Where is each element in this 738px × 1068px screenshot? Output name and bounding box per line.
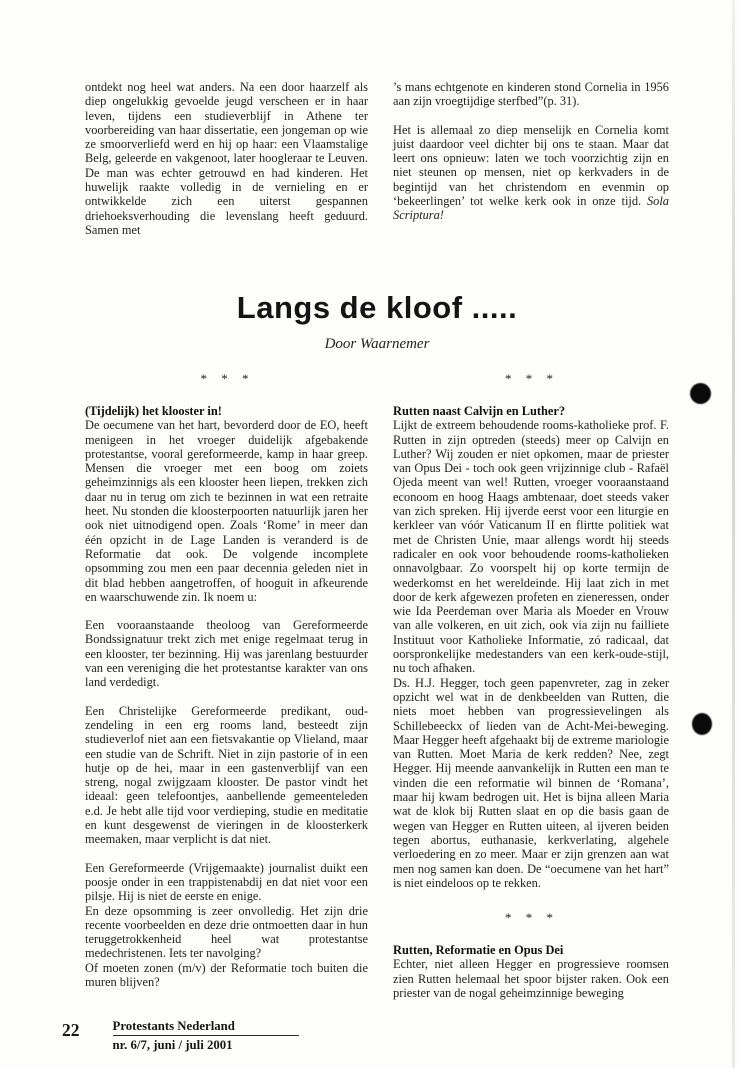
- page-number: 22: [62, 1020, 80, 1040]
- main-left-column: [85, 371, 368, 989]
- section-heading: Rutten, Reformatie en Opus Dei: [393, 943, 564, 958]
- section-heading: (Tijdelijk) het klooster in!: [85, 404, 222, 418]
- paragraph: Het is allemaal zo diep menselijk en Cornelia komt juist daardoor veel dichter bij ons te staan. Maar dat leert ons opnieuw: laten we toch voorzichtig zijn en niet steunen op mensen, niet op kerkvaders in de begintijd van het christendom en evenmin op ‘bekeerlingen’ tot welke kerk ook in onze tijd. Sola Scriptura!: [393, 122, 669, 223]
- section-separator: * * *: [505, 371, 557, 386]
- article-byline: Door Waarnemer: [324, 336, 430, 352]
- paragraph: Een vooraanstaande theoloog van Gereformeerde Bondssignatuur trekt zich met enige regelmaat terug in een klooster, ter bezinning. Hij was jarenlang bestuurder van een vereniging die het protestantse karakter van ons land verdedigt.: [85, 618, 368, 690]
- paragraph: ’s mans echtgenote en kinderen stond Cornelia in 1956 aan zijn vroegtijdige sterfbed”(p. 31).: [393, 80, 669, 109]
- registration-dot-top: [690, 383, 711, 404]
- issue-info: nr. 6/7, juni / juli 2001: [112, 1038, 233, 1052]
- registration-dot-bottom: [692, 713, 712, 735]
- paragraph: Echter, niet alleen Hegger en progressieve roomsen zien Rutten helemaal het spoor bijster raken. Ook een priester van de nogal geheimzinnige beweging: [393, 957, 669, 1000]
- page-footer: [62, 1019, 299, 1053]
- paragraph: En deze opsomming is zeer onvolledig. Het zijn drie recente voorbeelden en deze drie ontmoetten daar in hun teruggetrokkenheid heel wat protestantse medechristenen. Iets ter navolging?: [85, 903, 368, 961]
- scan-edge-shadow: [732, 0, 735, 1068]
- intro-right-column: [393, 80, 669, 223]
- section-separator: * * *: [200, 371, 253, 386]
- paragraph: De oecumene van het hart, bevorderd door de EO, heeft menigeen in het vroeger duidelijk afgebakende protestantse, vooral gereformeerde, kamp in haar greep. Mensen die vroeger met een boog om zoiets geheimzinnigs als een klooster heen liepen, trekken zich daar nu in terug om zich te bezinnen in wat een retraite heet. Nu stonden die kloosterpoorten natuurlijk jaren her ook niet uitnodigend open. Zoals ‘Rome’ in meer dan één opzicht in de Lage Landen is veranderd is de Reformatie dat ook. De volgende incomplete opsomming zou men een paar decennia geleden niet in dit blad hebben aangetroffen, of hooguit in afkeurende en waarschuwende zin. Ik noem u:: [85, 418, 368, 604]
- paragraph: Of moeten zonen (m/v) der Reformatie toch buiten die muren blijven?: [85, 960, 368, 989]
- paragraph: Een Gereformeerde (Vrijgemaakte) journalist duikt een poosje onder in een trappistenabdij en dat niet voor een pilsje. Hij is niet de eerste en enige.: [85, 860, 368, 904]
- paragraph: ontdekt nog heel wat anders. Na een door haarzelf als diep ongelukkig gevoelde jeugd verscheen er in haar leven, tijdens een studieverblijf in Athene ter voorbereiding van haar dissertatie, een jongeman op wie ze smoorverliefd werd en hij op haar: een Vlaamstalige Belg, geleerde en vakgenoot, later hoogleraar te Leuven. De man was echter getrouwd en had kinderen. Het huwelijk raakte volledig in de vernieling en er ontwikkelde zich een uiterst gespannen driehoeksverhouding die levenslang heeft geduurd. Samen met: [85, 80, 368, 237]
- paragraph: Ds. H.J. Hegger, toch geen papenvreter, zag in zeker opzicht wel wat in de denkbeelden van Rutten, die niets moet hebben van progressievelingen als Schillebeeckx of lieden van de Acht-Mei-beweging. Maar Hegger heeft afgehaakt bij de extreme mariologie van Rutten. Moet Maria de kerk redden? Nee, zegt Hegger. Hij meende aanvankelijk in Rutten een man te vinden die een reformatie wil binnen de ‘Romana’, maar hij kwam bedrogen uit. Het is bijna alleen Maria wat de klok bij Rutten slaat en op die basis gaan de wegen van Hegger en Rutten uiteen, al ijveren beiden tegen abortus, euthanasie, kerkverlating, algehele verloedering en zo meer. Maar er zijn grenzen aan wat men nog samen kan doen. De “oecumene van het hart” is niet eindeloos op te rekken.: [393, 675, 669, 890]
- section-separator: * * *: [505, 910, 557, 926]
- main-right-column: [393, 371, 669, 1000]
- section-heading: Rutten naast Calvijn en Luther?: [393, 404, 566, 418]
- intro-left-column: [85, 80, 368, 237]
- publication-name: Protestants Nederland: [113, 1019, 299, 1036]
- publication-block: [113, 1019, 299, 1053]
- article-title: Langs de kloof .....: [236, 290, 518, 325]
- paragraph: Een Christelijke Gereformeerde predikant, oud-zendeling in een erg rooms land, besteedt zijn studieverlof niet aan een fietsvakantie op Vlieland, maar een studie van de Schrift. Niet in zijn pastorie of in een hutje op de hei, maar in een gastenverblijf van een streng, nogal zwijgzaam klooster. De pastor vindt het ideaal: geen telefoontjes, aanbellende gemeenteleden e.d. Je hebt alle tijd voor verdieping, studie en meditatie en kunt desgewenst de vieringen in de kloosterkerk meemaken, maar verplicht is dat niet.: [85, 703, 368, 847]
- paragraph: Lijkt de extreem behoudende rooms-katholieke prof. F. Rutten in zijn optreden (steeds) meer op Calvijn en Luther? Wij zouden er niet opkomen, maar de priester van Opus Dei - toch ook geen vrijzinnige club - Rafaël Ojeda meent van wel! Rutten, vroeger vooraanstaand econoom en hoog Haags ambtenaar, doet steeds vaker van zich spreken. Hij ijverde eerst voor een liturgie en kerkleer van vóór Vaticanum II en flirtte politiek wat met de Christen Unie, maar allengs wordt hij steeds radicaler en ook voor behoudende rooms-katholieken onnavolgbaar. Zo voorspelt hij op korte termijn de wederkomst en het wereldeinde. Hij laat zich in met door de kerk afgewezen profeten en zieneressen, onder wie Ida Peerdeman over Maria als Moeder en Vrouw van alle volkeren, en uit zich, ook via zijn nu failliete Instituut voor Katholieke Informatie, zó radicaal, dat oorspronkelijke medestanders van een kerk-oude-stijl, nu toch afhaken.: [393, 418, 669, 676]
- article-header: [85, 290, 669, 353]
